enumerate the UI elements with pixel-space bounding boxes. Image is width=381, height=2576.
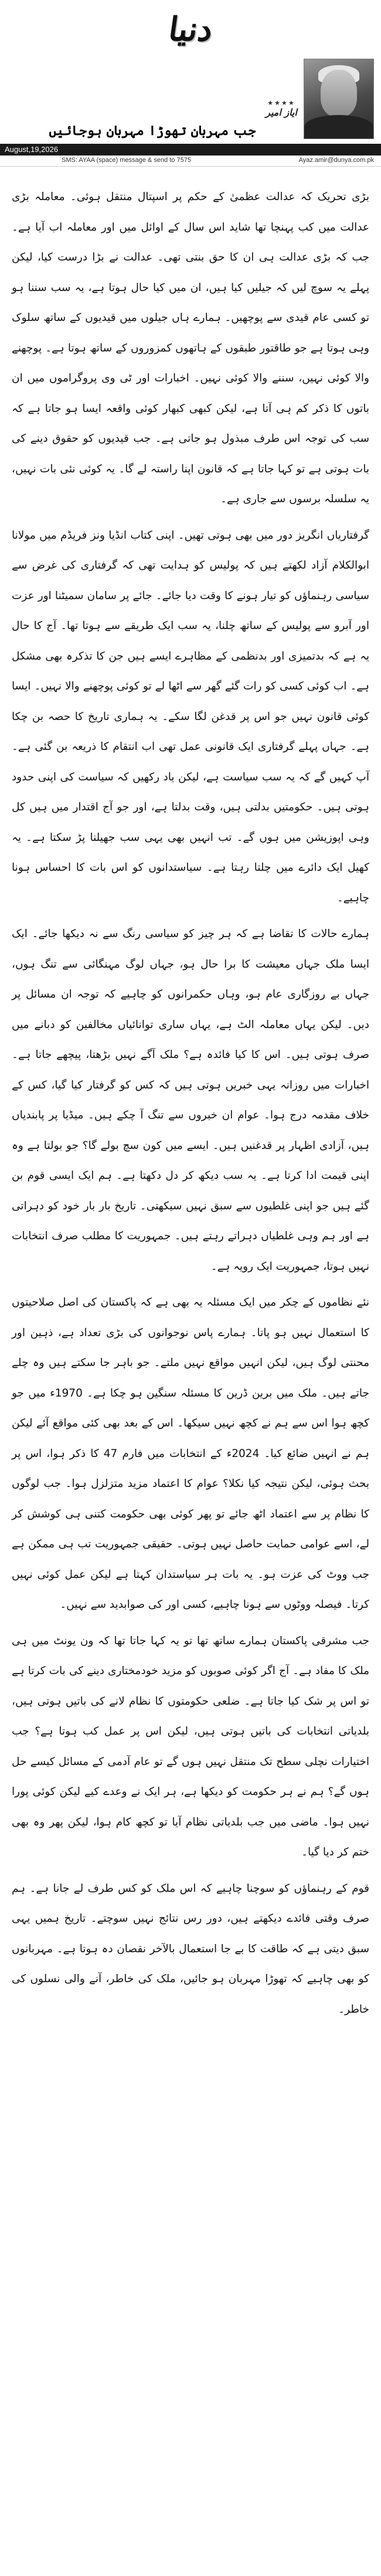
author-email[interactable]: Ayaz.amir@dunya.com.pk xyxy=(298,157,374,164)
publish-date: August,19,2026 xyxy=(5,145,59,154)
sms-notice: SMS: AYAA (space) message & send to 7575 xyxy=(62,157,191,164)
author-stars: ★★★★ xyxy=(267,99,295,107)
masthead xyxy=(0,0,381,59)
newspaper-logo[interactable] xyxy=(147,3,234,56)
author-photo xyxy=(304,59,374,139)
article-paragraph: ہمارے حالات کا تقاضا ہے کہ ہر چیز کو سیاسی رنگ سے نہ دیکھا جائے۔ ایک ایسا ملک جہاں معیشت کا برا حال ہو، جہاں لوگ مہنگائی سے تنگ ہوں، جہاں بے روزگاری عام ہو، وہاں حکمرانوں کو چاہیے کہ توجہ ان مسائل پر دیں۔ لیکن یہاں معاملہ الٹ ہے، یہاں ساری توانائیاں مخالفین کو دبانے میں صرف ہوتی ہیں۔ اس کا کیا فائدہ ہے؟ ملک آگے نہیں بڑھتا، پیچھے جاتا ہے۔ اخبارات میں روزانہ یہی خبریں ہوتی ہیں کہ کس کو گرفتار کیا گیا، کس کے خلاف مقدمہ درج ہوا۔ عوام ان خبروں سے تنگ آ چکے ہیں۔ میڈیا پر پابندیاں ہیں، آزادی اظہار پر قدغنیں ہیں۔ ایسے میں کون سچ بولے گا؟ جو بولتا ہے وہ اپنی قیمت ادا کرتا ہے۔ یہ سب دیکھ کر دل دکھتا ہے۔ ہم ایک ایسی قوم بن گئے ہیں جو اپنی غلطیوں سے سبق نہیں سیکھتی۔ تاریخ بار بار خود کو دہراتی ہے اور ہم وہی غلطیاں دہراتے رہتے ہیں۔ جمہوریت کا مطلب صرف انتخابات نہیں ہوتا، جمہوریت ایک رویہ ہے۔ xyxy=(12,928,369,1273)
author-photo-shoulders xyxy=(304,115,373,138)
article-paragraph: نئے نظاموں کے چکر میں ایک مسئلہ یہ بھی ہے کہ پاکستان کی اصل صلاحیتوں کا استعمال نہیں ہو پاتا۔ ہمارے پاس نوجوانوں کی بڑی تعداد ہے، ذہین اور محنتی لوگ ہیں، لیکن انہیں مواقع نہیں ملتے۔ جو باہر جا سکتے ہیں وہ چلے جاتے ہیں۔ ملک میں برین ڈرین کا مسئلہ سنگین ہو چکا ہے۔ 1970ء میں جو کچھ ہوا اس سے ہم نے کچھ نہیں سیکھا۔ اس کے بعد بھی کئی مواقع آئے لیکن ہم نے انہیں ضائع کیا۔ 2024ء کے انتخابات میں فارم 47 کا ذکر ہوا، اس پر بحث ہوئی، لیکن نتیجہ کیا نکلا؟ عوام کا اعتماد مزید متزلزل ہوا۔ جب لوگوں کا نظام پر سے اعتماد اٹھ جائے تو پھر کوئی بھی حکومت کتنی ہی کوشش کر لے، اسے عوامی حمایت حاصل نہیں ہوتی۔ حقیقی جمہوریت تب ہی ممکن ہے جب ووٹ کی عزت ہو۔ یہ بات ہر سیاستدان کہتا ہے لیکن عمل کوئی نہیں کرتا۔ فیصلہ ووٹوں سے ہونا چاہیے، کسی اور کی صوابدید سے نہیں۔ xyxy=(12,1296,369,1611)
article-body xyxy=(12,182,369,2030)
author-byline xyxy=(264,99,299,119)
author-signature: ایاز امیر xyxy=(266,107,297,118)
author-photo-face xyxy=(321,70,357,117)
column-title: جب مہربان تھوڑا مہربان ہوجائیں xyxy=(49,123,256,138)
article-paragraph: گرفتاریاں انگریز دور میں بھی ہوتی تھیں۔ اپنی کتاب انڈیا ونز فریڈم میں مولانا ابوالکلام آزاد لکھتے ہیں کہ پولیس کو ہدایت تھی کہ گرفتاری کی غرض سے سیاسی رہنماؤں کو تیار ہونے کا وقت دیا جائے۔ جائے پر سامان سمیٹنا اور عزت اور آبرو سے پولیس کے ساتھ چلنا، یہ سب ایک طریقے سے ہوتا تھا۔ آج کا حال یہ ہے کہ بدتمیزی اور بدنظمی کے مظاہرے ایسے ہیں جن کا تذکرہ بھی مشکل ہے۔ اب کوئی کسی کو رات گئے گھر سے اٹھا لے تو کوئی پوچھنے والا نہیں۔ ایسا کوئی قانون نہیں جو اس پر قدغن لگا سکے۔ یہ ہماری تاریخ کا حصہ بن چکا ہے۔ جہاں پہلے گرفتاری ایک قانونی عمل تھی اب انتقام کا ذریعہ بن گئی ہے۔ آپ کہیں گے کہ یہ سب سیاست ہے، لیکن یاد رکھیں کہ سیاست کی اپنی حدود ہوتی ہیں۔ حکومتیں بدلتی ہیں، وقت بدلتا ہے، اور جو آج اقتدار میں ہیں کل وہی اپوزیشن میں ہوں گے۔ تب انہیں بھی یہی سب جھیلنا پڑ سکتا ہے۔ یہ کھیل ایک دائرے میں چلتا رہتا ہے۔ سیاستدانوں کو اس بات کا احساس ہونا چاہیے۔ xyxy=(12,529,369,904)
article-paragraph: جب مشرقی پاکستان ہمارے ساتھ تھا تو یہ کہا جاتا تھا کہ ون یونٹ میں ہی ملک کا مفاد ہے۔ آج اگر کوئی صوبوں کو مزید خودمختاری دینے کی بات کرتا ہے تو اس پر شک کیا جاتا ہے۔ ضلعی حکومتوں کا نظام لانے کی باتیں ہوتی ہیں، بلدیاتی انتخابات کی باتیں ہوتی ہیں، لیکن اس پر عمل کب ہوتا ہے؟ جب اختیارات نچلی سطح تک منتقل نہیں ہوں گے تو عام آدمی کے مسائل کیسے حل ہوں گے؟ ہم نے ہر حکومت کو دیکھا ہے، ہر ایک نے وعدے کیے لیکن کوئی پورا نہیں ہوا۔ ماضی میں جب بلدیاتی نظام آیا تو کچھ کام ہوا، لیکن پھر وہ بھی ختم کر دیا گیا۔ xyxy=(12,1634,369,1858)
logo-text: دنیا xyxy=(166,10,215,49)
column-header xyxy=(0,59,381,164)
article-paragraph: بڑی تحریک کہ عدالت عظمیٰ کے حکم پر اسپتال منتقل ہوئی۔ معاملہ بڑی عدالت میں کب پہنچا تھا شاید اس سال کے اوائل میں اور معاملہ اب آیا ہے۔ جب کہ بڑی عدالت ہی ان کا حق بنتی تھی۔ عدالت نے بڑا درست کیا، لیکن پہلے یہ سوچ لیں کہ جیلیں کیا ہیں، ان میں کیا حال ہوتا ہے، یہ سب سننا ہو تو کسی عام قیدی سے پوچھیں۔ ہمارے ہاں جیلوں میں قیدیوں کے ساتھ سلوک وہی ہوتا ہے جو طاقتور طبقوں کے ہاتھوں کمزوروں کے ساتھ ہوتا ہے۔ پوچھنے والا کوئی نہیں، سننے والا کوئی نہیں۔ اخبارات اور ٹی وی پروگراموں میں ان باتوں کا ذکر کم ہی آتا ہے، لیکن کبھی کبھار کوئی واقعہ ایسا ہو جاتا ہے کہ سب کی توجہ اس طرف مبذول ہو جاتی ہے۔ جب قیدیوں کو حقوق دینے کی بات ہوتی ہے تو کہا جاتا ہے کہ قانون اپنا راستہ لے گا۔ یہ کوئی نئی بات نہیں، یہ سلسلہ برسوں سے جاری ہے۔ xyxy=(12,191,369,505)
article-paragraph: قوم کے رہنماؤں کو سوچنا چاہیے کہ اس ملک کو کس طرف لے جانا ہے۔ ہم صرف وقتی فائدے دیکھتے ہیں، دور رس نتائج نہیں سوچتے۔ تاریخ ہمیں یہی سبق دیتی ہے کہ طاقت کا بے جا استعمال بالآخر نقصان دہ ہوتا ہے۔ مہربانوں کو بھی چاہیے کہ تھوڑا مہربان ہو جائیں، ملک کی خاطر، آنے والی نسلوں کی خاطر۔ xyxy=(12,1882,369,2016)
contact-strip xyxy=(0,155,381,167)
date-strip xyxy=(0,144,381,155)
